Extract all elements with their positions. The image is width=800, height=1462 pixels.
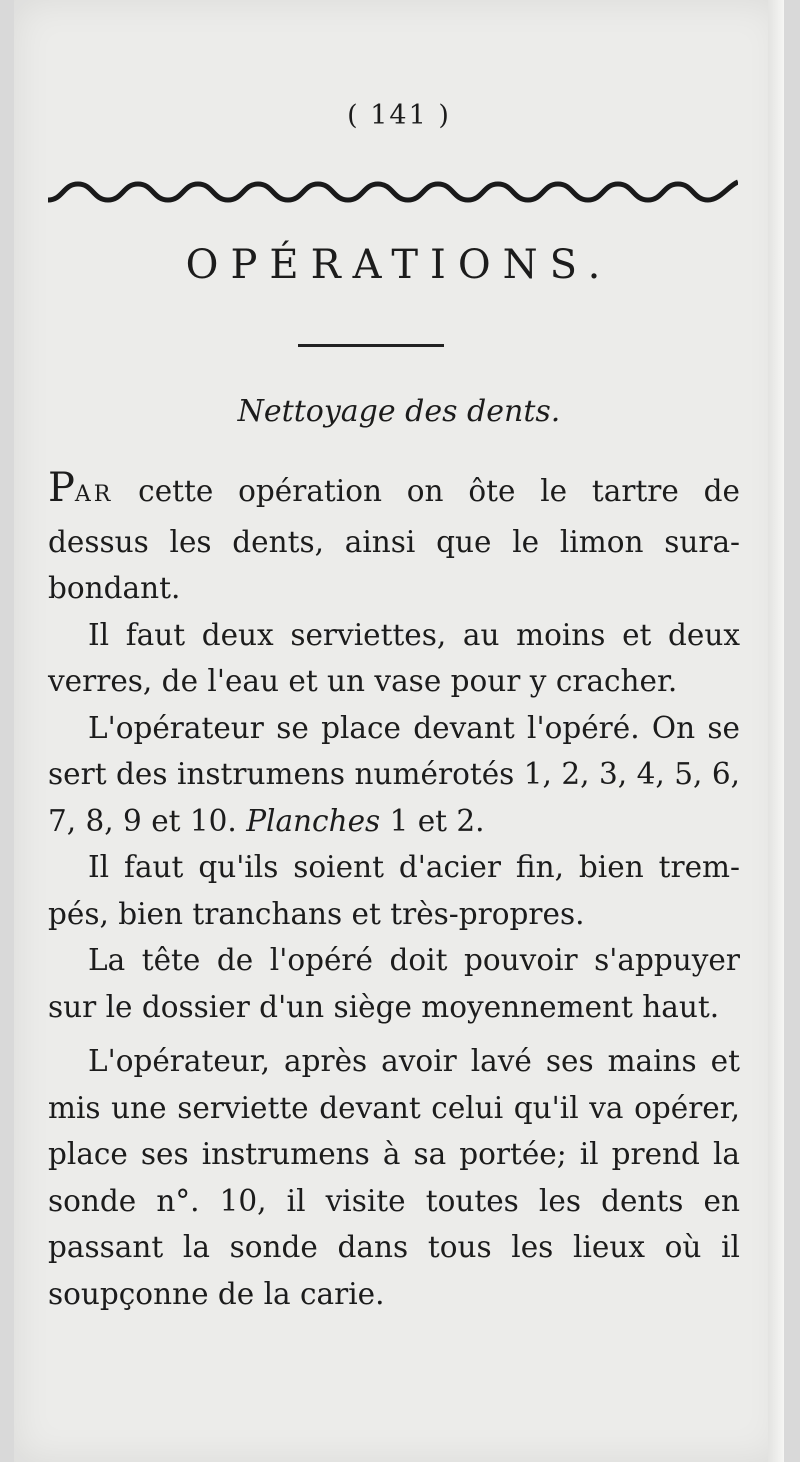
heading-rule (298, 344, 444, 347)
paragraph-2: Il faut deux serviettes, au moins et deux verres, de l'eau et un vase pour y cracher. (48, 617, 740, 698)
paragraph-3 (48, 705, 740, 845)
section-heading: OPÉRATIONS. (185, 242, 613, 288)
page-edge (768, 0, 784, 1462)
book-page (14, 0, 784, 1462)
paragraph-1-text: cette opération on ôte le tartre de dessus les dents, ainsi que le limon sura-bondant. (48, 474, 740, 605)
paragraph-3-text-a: L'opérateur se place devant l'opéré. On se sert des instrumens numérotés 1, 2, 3, 4, 5, 6, 7, 8, 9 et 10. (48, 710, 740, 838)
page-number: ( 141 ) (347, 100, 451, 131)
drop-capital: P (48, 465, 75, 511)
subsection-heading: Nettoyage des dents. (237, 394, 561, 429)
wave-ornament-divider (48, 176, 738, 206)
paragraph-1 (48, 465, 740, 612)
plates-reference: Planches (246, 803, 381, 838)
paragraph-3-text-b: 1 et 2. (380, 803, 485, 838)
paragraph-4: Il faut qu'ils soient d'acier fin, bien trem-pés, bien tranchans et très-propres. (48, 850, 740, 931)
body-text (48, 465, 740, 1317)
paragraph-5: La tête de l'opéré doit pouvoir s'appuyer sur le dossier d'un siège moyennement haut. (48, 943, 740, 1024)
small-caps-text: AR (74, 482, 114, 507)
paragraph-6: L'opérateur, après avoir lavé ses mains et mis une serviette devant celui qu'il va opérer, place ses instrumens à sa portée; il prend la sonde n°. 10, il visite toutes les dents en passant la sonde dans tous les lieux où il soupçonne de la carie. (48, 1044, 740, 1311)
